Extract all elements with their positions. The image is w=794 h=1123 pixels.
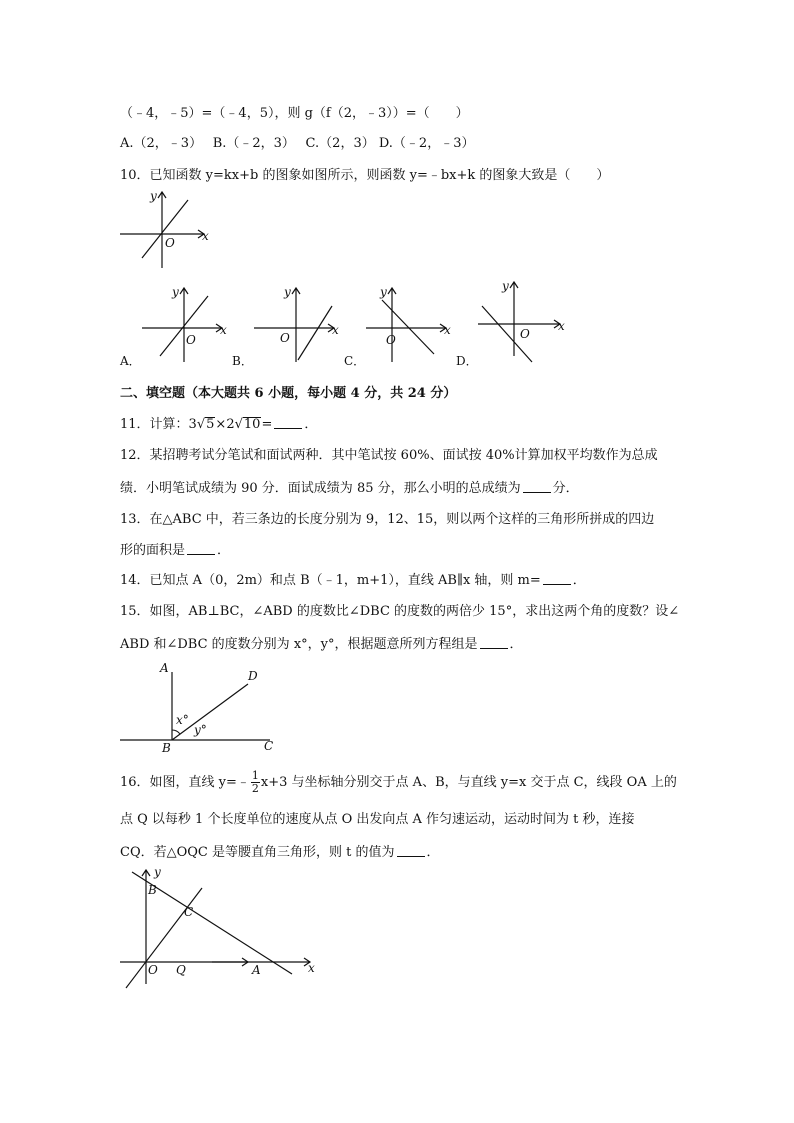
q10-a-y-label: y: [172, 285, 179, 299]
q10-option-d-label: D．: [456, 354, 478, 368]
q10-c-x-label: x: [444, 323, 451, 337]
q16-label-a: A: [252, 963, 261, 977]
q15-label-d: D: [248, 669, 258, 683]
q11-equals: =: [261, 417, 273, 432]
section2-title: 二、填空题（本大题共 6 小题，每小题 4 分，共 24 分）: [120, 386, 457, 401]
q10-d-x-label: x: [558, 319, 565, 333]
q10-b-o-label: O: [280, 331, 290, 345]
q12-answer-blank[interactable]: [523, 478, 551, 493]
q10-option-b-graph: [252, 284, 347, 364]
q16-numerator: 1: [251, 769, 259, 782]
q10-option-a-graph: [140, 284, 235, 364]
q10-option-a-label: A．: [120, 354, 141, 368]
q11-radicand-b: 10: [243, 417, 261, 432]
q14: [120, 570, 586, 591]
q12-line2a: 绩．小明笔试成绩为 90 分．面试成绩为 85 分，那么小明的总成绩为: [120, 481, 521, 496]
q16-denominator: 2: [251, 782, 259, 795]
q16-line3a: CQ．若△OQC 是等腰直角三角形，则 t 的值为: [120, 845, 395, 860]
q15-answer-blank[interactable]: [480, 634, 508, 649]
q13-line2b: ．: [217, 543, 231, 558]
q16-label-c: C: [184, 905, 194, 919]
q13-line2a: 形的面积是: [120, 543, 186, 558]
q10-main-x-label: x: [202, 229, 209, 243]
q15-label-a: A: [160, 661, 169, 675]
q15-line1: 15．如图，AB⊥BC，∠ABD 的度数比∠DBC 的度数的两倍少 15°，求出这两个角的度数？设∠: [120, 604, 680, 619]
q14-text: 14．已知点 A（0，2m）和点 B（﹣1，m+1），直线 AB∥x 轴，则 m=: [120, 573, 541, 588]
q11-coef-b: 2: [226, 417, 235, 432]
q12-line1: 12．某招聘考试分笔试和面试两种．其中笔试按 60%、面试按 40%计算加权平均数作为总成: [120, 448, 658, 463]
q15-line2b: ．: [509, 637, 523, 652]
q9-line1: （﹣4，﹣5）=（﹣4，5），则 g（f（2，﹣3））=（ ）: [120, 106, 469, 121]
q10-text: 10．已知函数 y=kx+b 的图象如图所示，则函数 y=﹣bx+k 的图象大致是（ ）: [120, 168, 610, 183]
q16-label-b: B: [148, 883, 157, 897]
q11-coef-a: 3: [188, 417, 197, 432]
q16-label-o: O: [148, 963, 158, 977]
q10-option-d-graph: [476, 278, 571, 358]
q11-prefix: 11．计算：: [120, 417, 189, 432]
q15-angle-figure: [118, 660, 288, 760]
q14-end: ．: [572, 573, 586, 588]
q16-line1: [120, 770, 677, 795]
q10-b-y-label: y: [284, 285, 291, 299]
q16-line2: 点 Q 以每秒 1 个长度单位的速度从点 O 出发向点 A 作匀速运动，运动时间为 t 秒，连接: [120, 812, 635, 827]
q11: 11．计算：3√5×2√10= ．: [120, 414, 317, 435]
q10-d-y-label: y: [502, 279, 509, 293]
q11-radicand-a: 5: [206, 417, 215, 432]
q11-end: ．: [304, 417, 318, 432]
q16-line3b: ．: [426, 845, 440, 860]
q9-options: A.（2，﹣3） B.（﹣2，3） C.（2，3） D.（﹣2，﹣3）: [120, 136, 475, 151]
q10-option-c-label: C．: [344, 354, 366, 368]
q12-line2: [120, 478, 579, 499]
q13-line1: 13．在△ABC 中，若三条边的长度分别为 9，12、15，则以两个这样的三角形所拼成的四边: [120, 512, 655, 527]
q15-line2: [120, 634, 523, 655]
q11-times: ×: [215, 417, 227, 432]
q10-main-graph: [118, 190, 218, 270]
q15-label-y-angle: y°: [194, 723, 207, 737]
q16-label-x: x: [308, 961, 315, 975]
q13-line2: [120, 540, 230, 561]
q13-answer-blank[interactable]: [187, 540, 215, 555]
q12-line2b: 分．: [552, 481, 579, 496]
q10-option-c-graph: [364, 284, 459, 364]
q15-label-c: C: [264, 739, 274, 753]
q10-a-o-label: O: [186, 333, 196, 347]
q16-fraction: [251, 770, 260, 795]
q16-label-y: y: [154, 865, 161, 879]
q15-label-b: B: [162, 741, 171, 755]
q16-line1b: x+3 与坐标轴分别交于点 A、B，与直线 y=x 交于点 C，线段 OA 上的: [260, 775, 677, 790]
q10-c-y-label: y: [380, 285, 387, 299]
q16-label-q: Q: [176, 963, 186, 977]
q10-option-b-label: B．: [232, 354, 253, 368]
q16-coordinate-figure: [118, 864, 328, 994]
q16-answer-blank[interactable]: [397, 842, 425, 857]
q16-line1a: 16．如图，直线 y=﹣: [120, 775, 250, 790]
q10-main-y-label: y: [150, 189, 157, 203]
q10-d-o-label: O: [520, 327, 530, 341]
q10-main-o-label: O: [165, 236, 175, 250]
q14-answer-blank[interactable]: [543, 570, 571, 585]
q15-line2a: ABD 和∠DBC 的度数分别为 x°，y°，根据题意所列方程组是: [120, 637, 478, 652]
q10-c-o-label: O: [386, 333, 396, 347]
q15-label-x-angle: x°: [176, 713, 189, 727]
q11-answer-blank[interactable]: [274, 414, 302, 429]
q16-line3: [120, 842, 440, 863]
q10-b-x-label: x: [332, 323, 339, 337]
q10-a-x-label: x: [220, 323, 227, 337]
